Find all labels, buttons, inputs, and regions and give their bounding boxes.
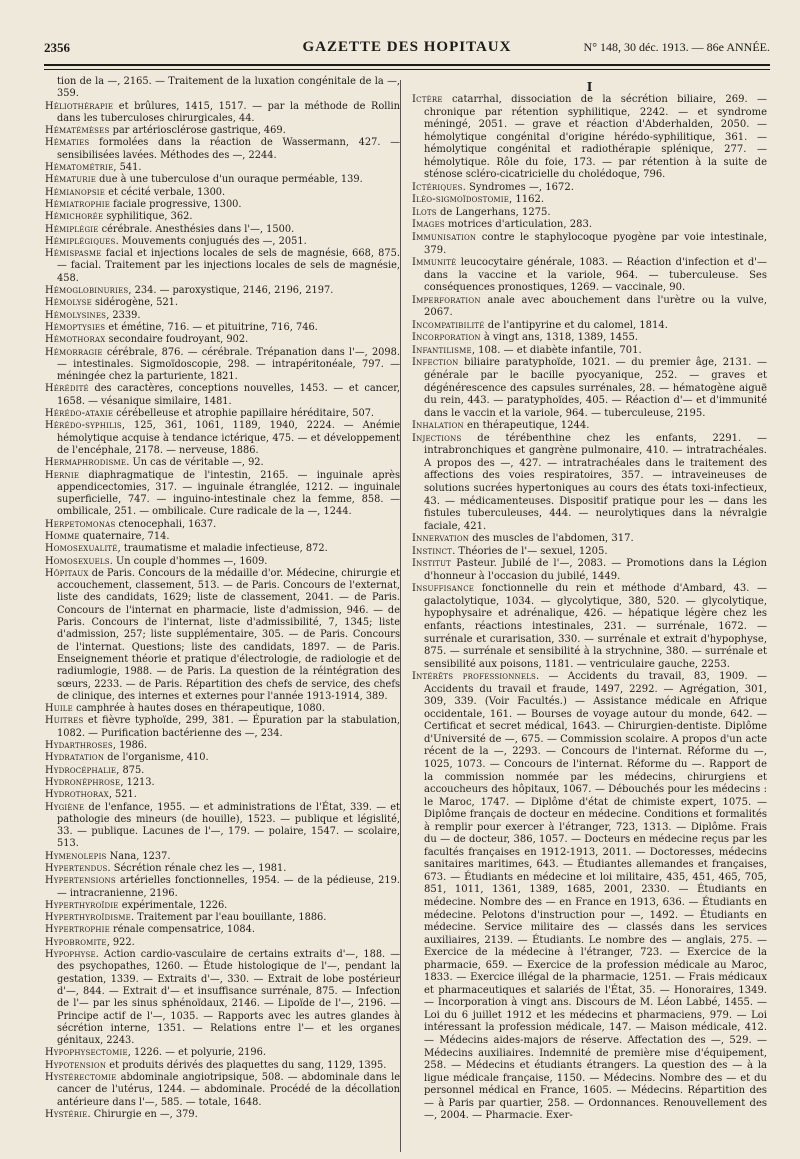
entry-text: ctenocephali, 1637.: [115, 518, 217, 530]
index-entry: [45, 420, 400, 457]
index-entry: [45, 408, 400, 420]
index-entry: [45, 322, 400, 334]
entry-text: leucocytaire générale, 1083. — Réaction d'infection et d'— dans la vaccine et la variole, 964. — tuberculeuse. Ses conséquences pronostiques, 1269. — vaccinale, 90.: [424, 257, 767, 294]
entry-text: due à une tuberculose d'un ouraque perméable, 139.: [96, 174, 363, 186]
header-rule: [44, 64, 770, 66]
index-entry: [45, 556, 400, 568]
index-entry: [45, 310, 400, 322]
entry-headword: Imperforation: [412, 294, 481, 306]
entry-headword: Incompatibilité: [412, 319, 485, 331]
entry-text: fonctionnelle du rein et méthode d'Ambard, 43. — galactolytique, 1034. — glycolytique, 380, 520. — glycolytique, hypophysaire et adrénalique, 426. — hépatique légère chez les enfants, réactions intestinales, 231. — surrénale, 1672. — surrénale et curarisation, 330. — surrénale et extrait d'hypophyse, 875. — surrénale et sensibilité à la strychnine, 380. — surrénale et sensibilité aux poisons, 1181. — ventriculaire gauche, 2253.: [424, 583, 767, 670]
entry-headword: Hypertrophie: [45, 924, 110, 936]
index-entry: [45, 285, 400, 297]
entry-headword: Ictère: [412, 94, 443, 105]
journal-title: GAZETTE DES HOPITAUX: [302, 39, 512, 55]
index-entry: [412, 671, 767, 1123]
entry-headword: Huile: [45, 703, 73, 715]
entry-text: , traumatisme et maladie infectieuse, 872.: [117, 543, 328, 555]
entry-text: quaternaire, 714.: [79, 530, 170, 542]
entry-text: et produits dérivés des plaquettes du sang, 1129, 1395.: [106, 1059, 387, 1071]
entry-headword: Hémolyse: [45, 297, 92, 309]
index-entry: [45, 1047, 400, 1059]
entry-headword: Hémiplégie: [45, 223, 99, 235]
index-entry: [45, 1072, 400, 1109]
index-entry: [412, 357, 767, 420]
entry-text: syphilitique, 362.: [103, 211, 193, 223]
entry-text: motrices d'articulation, 283.: [444, 219, 592, 231]
header-rule-thin: [44, 69, 770, 70]
index-entry: [45, 1060, 400, 1072]
entry-headword: Instinct: [412, 545, 453, 557]
entry-text: expérimentale, 1226.: [118, 899, 228, 911]
entry-text: , 1226. — et polyurie, 2196.: [127, 1047, 266, 1059]
entry-text: , 234. — paroxystique, 2146, 2196, 2197.: [128, 285, 334, 297]
entry-text: . — Accidents du travail, 83, 1909. — Accidents du travail et fraude, 1497, 2292. — Agrégation, 301, 309, 339. (Voir Facultés.) — Assistance médicale en Afrique occidentale, 161. — Bourses de voyage autour du monde, 642. — Certificat et secret médical, 1643. — Chirurgien-dentiste. Diplôme d'Université de —, 675. — Commission scolaire. A propos d'un acte récent de la —, 2293. — Concours de l'internat. Réforme du —, 1025, 1073. — Concours de l'internat. Réforme du —. Rapport de la commission nommée par les médecins, chirurgiens et accoucheurs des hôpitaux, 1067. — Débouchés pour les médecins : le Maroc, 1747. — Diplôme d'état de chimiste expert, 1075. — Diplôme français de docteur en médecine. Conditions et formalités à remplir pour exercer à l'étranger, 723, 1313. — Diplôme. Frais du — de docteur, 386, 1057. — Docteurs en médecine reçus par les facultés françaises en 1912-1913, 2011. — Doctoresses, médecins sanitaires maritimes, 643. — Étudiantes allemandes et françaises, 673. — Étudiants en médecine et loi militaire, 435, 451, 465, 705, 851, 1011, 1361, 1389, 1685, 2001, 2330. — Étudiants en médecine. Nombre des — en France en 1913, 636. — Étudiants en médecine. Pelotons d'instruction pour —, 1492. — Étudiants en médecine. Service militaire des — classés dans les services auxiliaires, 2139. — Étudiants. Le nombre des — anglais, 275. — Exercice de la médecine à l'étranger, 723. — Exercice de la pharmacie, 659. — Exercice de la profession médicale au Maroc, 1833. — Exercice illégal de la pharmacie, 1251. — Frais médicaux et pharmaceutiques et salariés de l'État, 35. — Honoraires, 1349. — Incorporation à vingt ans. Discours de M. Léon Labbé, 1455. — Loi du 6 juillet 1912 et les médecins et pharmaciens, 979. — Loi intéressant la profession médicale, 147. — Maison médicale, 412. — Médecins aides-majors de réserve. Affectation des —, 529. — Médecins auxiliaires. Indemnité de première mise d'équipement, 258. — Médecins et étudiants étrangers. La question des — à la ligue médicale française, 1150. — Médecins. Nombre des — et du personnel médical en France, 1605. — Médecins. Répartition des — à Paris par quartier, 258. — Ordonnances. Renouvellement des —, 2004. — Pharmacie. Exer-: [424, 671, 767, 1122]
entry-text: . Un couple d'hommes —, 1609.: [109, 555, 268, 567]
entry-headword: Hypotension: [45, 1059, 107, 1071]
issue-info: N° 148, 30 déc. 1913. — 86e ANNÉE.: [583, 40, 770, 54]
entry-headword: Huitres: [45, 715, 84, 727]
entry-headword: Hypobromite: [45, 936, 107, 948]
entry-headword: Hérédo-syphilis: [45, 420, 122, 432]
entry-text: . Mouvements conjugués des —, 2051.: [115, 235, 307, 247]
entry-headword: Hémiplégiques: [45, 235, 116, 247]
entry-text: de térébenthine chez les enfants, 2291. — intrabronchiques et gangrène pulmonaire, 410. — intratrachéales. A propos des —, 427. — intratrachéales dans le traitement des affections des voies respiratoires, 357. — intraveineuses de solutions sucrées hypertoniques au cours des états toxi-infectieux, 43. — médicamenteuses. Dispositif pratique pour les — dans les fistules tuberculeuses, 444. — neurolytiques dans la névralgie faciale, 421.: [424, 432, 767, 532]
entry-headword: Hémispasme: [45, 248, 102, 260]
entry-text: de Langerhans, 1275.: [436, 206, 551, 218]
entry-headword: Hydratation: [45, 752, 105, 764]
index-entry: [412, 257, 767, 295]
index-entry: [45, 765, 400, 777]
entry-headword: Homme: [45, 530, 80, 542]
entry-text: faciale progressive, 1300.: [110, 198, 242, 210]
index-entry: [45, 715, 400, 740]
entry-headword: Intérêts professionnels: [412, 671, 537, 683]
entry-headword: Hermaphrodisme: [45, 457, 127, 469]
index-entry: [412, 533, 767, 546]
entry-text: . Sécrétion rénale chez les —, 1981.: [107, 863, 287, 874]
index-entry: [45, 1109, 400, 1121]
index-entry: [45, 531, 400, 543]
entry-text: , 125, 361, 1061, 1189, 1940, 2224. — Anémie hémolytique acquise à tendance ictérique, 475. — et développement de l'encéphale, 2178. — nerveuse, 1886.: [57, 420, 400, 456]
index-entry: [412, 583, 767, 671]
entry-text: , 108. — et diabète infantile, 701.: [471, 344, 642, 356]
entry-headword: Hypophyse: [45, 949, 96, 961]
entry-headword: Hémorragie: [45, 346, 103, 358]
entry-text: . Syndromes —, 1672.: [462, 181, 574, 193]
entry-text: de Paris. Concours de la médaille d'or. Médecine, chirurgie et accouchement, classement, 513. — de Paris. Concours de l'externat, liste des candidats, 1629; liste de classement, 2041. — de Paris. Concours de l'internat en pharmacie, liste d'admission, 946. — de Paris. Concours de l'internat, liste d'admissibilité, 7, 1345; liste d'admission, 257; liste supplémentaire, 305. — de Paris. Concours de l'internat. Questions; liste des candidats, 1897. — de Paris. Enseignement théorie et pratique d'électrologie, de radiologie et de radiumlogie, 1988. — de Paris. La question de la réintégration des sœurs, 2233. — de Paris. Répartition des chefs de service, des chefs de clinique, des internes et externes pour l'année 1913-1914, 389.: [57, 567, 400, 702]
entry-text: secondaire foudroyant, 902.: [105, 334, 249, 346]
entry-headword: Hypertendus: [45, 863, 108, 874]
entry-text: sidérogène, 521.: [91, 297, 179, 309]
entry-text: des muscles de l'abdomen, 317.: [469, 533, 634, 545]
entry-text: Nana, 1237.: [106, 850, 171, 862]
entry-text: , 541.: [113, 162, 142, 174]
entry-headword: Insuffisance: [412, 583, 475, 595]
index-entry: [45, 248, 400, 285]
entry-headword: Hémoptysies: [45, 321, 106, 333]
entry-text: et cécité verbale, 1300.: [105, 186, 226, 198]
entry-headword: Homosexualité: [45, 543, 118, 555]
index-entry: [45, 937, 400, 949]
entry-text: , 1162.: [509, 194, 545, 206]
entry-headword: Héliothérapie: [45, 100, 114, 112]
entry-text: tion de la —, 2165. — Traitement de la luxation congénitale de la —, 359.: [57, 76, 400, 100]
entry-headword: Hémothorax: [45, 334, 106, 346]
index-entry: [45, 199, 400, 211]
index-entry: [412, 194, 767, 207]
entry-headword: Hématies: [45, 137, 90, 149]
entry-text: en thérapeutique, 1244.: [463, 420, 590, 432]
entry-text: , 521.: [108, 789, 137, 801]
entry-headword: Hydronéphrose: [45, 776, 121, 788]
entry-text: cérébrale. Anesthésies dans l'—, 1500.: [98, 223, 295, 235]
entry-text: , 1986.: [112, 740, 148, 752]
index-entry: [412, 94, 767, 182]
index-entry: [412, 232, 767, 257]
entry-text: Pasteur. Jubilé de l'—, 2083. — Promotions dans la Légion d'honneur à l'occasion du jubilé, 1449.: [424, 558, 767, 582]
index-entry: [45, 949, 400, 1047]
entry-headword: Hystérie: [45, 1108, 88, 1120]
index-entry: [45, 137, 400, 162]
index-entry: [45, 187, 400, 199]
entry-headword: Incorporation: [412, 332, 481, 344]
entry-text: de l'enfance, 1955. — et administrations de l'État, 339. — et pathologie des mineurs (de houille), 1523. — publique et législité, 33. — publique. Lacunes de l'—, 179. — polaire, 1547. — scolaire, 513.: [57, 801, 400, 850]
index-entry: [45, 174, 400, 186]
index-entry: [412, 207, 767, 220]
index-entry: [412, 433, 767, 533]
index-entry: [45, 470, 400, 519]
entry-headword: Hyperthyroïdie: [45, 899, 119, 911]
index-entry: [45, 519, 400, 531]
entry-headword: Iléo-sigmoïdostomie: [412, 194, 510, 206]
index-entry: [45, 543, 400, 555]
entry-headword: Hydarthroses: [45, 740, 113, 752]
entry-text: biliaire paratyphoïde, 1021. — du premier âge, 2131. — générale par le bacille pyocyanique, 252. — graves et dégénérescence des capsules surrénales, 28. — hématogène aiguë du rein, 443. — paratyphoïdes, 405. — Réaction d'— et d'immunité dans le vaccin et la variole, 964. — tuberculeuse, 2195.: [424, 357, 767, 419]
index-entry: [45, 851, 400, 863]
entry-headword: Immunité: [412, 257, 457, 269]
entry-headword: Immunisation: [412, 232, 477, 244]
entry-headword: Homosexuels: [45, 555, 110, 567]
index-entry: [45, 125, 400, 137]
entry-text: et émétine, 716. — et pituitrine, 716, 746.: [105, 321, 318, 333]
index-entry: [45, 568, 400, 703]
entry-text: à vingt ans, 1318, 1389, 1455.: [480, 332, 639, 344]
entry-headword: Hystérectomie: [45, 1072, 117, 1084]
index-entry: [45, 297, 400, 309]
column-divider: [400, 80, 401, 1152]
entry-headword: Institut: [412, 558, 452, 570]
index-entry: [45, 383, 400, 408]
index-entry: [412, 219, 767, 232]
entry-headword: Hémiatrophie: [45, 198, 111, 210]
entry-text: , 1213.: [120, 776, 155, 788]
entry-text: de l'antipyrine et du calomel, 1814.: [484, 319, 668, 331]
index-entry: [45, 211, 400, 223]
index-entry: [45, 457, 400, 469]
entry-headword: Images: [412, 219, 445, 231]
entry-text: . Théories de l'— sexuel, 1205.: [452, 545, 608, 557]
index-entry: [45, 740, 400, 752]
page-number: 2356: [44, 40, 70, 55]
entry-headword: Infection: [412, 357, 459, 369]
entry-text: formolées dans la réaction de Wassermann, 427. — sensibilisées lavées. Méthodes des —, 2244.: [57, 137, 400, 161]
entry-headword: Hématurie: [45, 174, 97, 186]
entry-headword: Herpetomonas: [45, 518, 116, 530]
entry-headword: Hyperthyroïdisme: [45, 912, 131, 924]
entry-text: artérielles fonctionnelles, 1954. — de la pédieuse, 219. — intracranienne, 2196.: [57, 875, 400, 899]
entry-headword: Hymenolepis: [45, 850, 107, 862]
index-entry: [45, 875, 400, 900]
entry-text: , 922.: [106, 936, 135, 948]
entry-headword: Hématométrie: [45, 162, 114, 174]
index-entry: [412, 295, 767, 320]
index-entry: [45, 334, 400, 346]
index-entry: [45, 752, 400, 764]
entry-headword: Innervation: [412, 533, 470, 545]
entry-headword: Hémoglobinuries: [45, 285, 129, 297]
entry-text: anale avec abouchement dans l'urètre ou la vulve, 2067.: [424, 294, 767, 319]
entry-headword: Hérédo-ataxie: [45, 408, 114, 420]
index-entry: [45, 789, 400, 801]
section-letter: I: [586, 80, 593, 94]
page-header: [44, 34, 770, 60]
entry-headword: Hémolysines: [45, 309, 107, 321]
entry-headword: Inhalation: [412, 420, 464, 432]
index-entry: [412, 320, 767, 333]
index-entry: [45, 924, 400, 936]
entry-headword: Infantilisme: [412, 344, 472, 356]
entry-text: camphrée à hautes doses en thérapeutique, 1080.: [72, 703, 325, 715]
index-entry: [412, 345, 767, 358]
entry-headword: Hérédité: [45, 383, 89, 395]
entry-text: des caractères, conceptions nouvelles, 1453. — et cancer, 1658. — vésanique similaire, 1481.: [57, 383, 400, 407]
index-entry: [45, 347, 400, 384]
entry-headword: Hydrothorax: [45, 789, 109, 801]
index-entry: [45, 777, 400, 789]
entry-text: de l'organisme, 410.: [104, 752, 209, 764]
index-entry: [45, 863, 400, 875]
left-column: [45, 76, 400, 1121]
entry-headword: Injections: [412, 432, 462, 444]
index-entry: [45, 900, 400, 912]
entry-text: catarrhal, dissociation de la sécrétion biliaire, 269. — chronique par rétention syphilitique, 2242. — et syndrome méningé, 2051. — grave et réaction d'Abderhalden, 2050. — hémolytique congénital d'origine hérédo-syphilitique, 361. — hémolytique congénital et radiothérapie splénique, 277. — hémolytique. Rôle du foie, 173. — par rétention à la suite de sténose scléro-cicatricielle du cholédoque, 796.: [424, 94, 767, 181]
entry-headword: Hémianopsie: [45, 186, 106, 198]
index-entry: [45, 703, 400, 715]
index-entry: [45, 802, 400, 851]
entry-text: et fièvre typhoïde, 299, 381. — Épuration par la stabulation, 1082. — Purification bactérienne des —, 234.: [57, 715, 400, 739]
index-entry: [412, 558, 767, 583]
index-entry: [45, 912, 400, 924]
entry-headword: Hémichorée: [45, 211, 104, 223]
index-entry: [45, 162, 400, 174]
entry-text: facial et injections locales de sels de magnésie, 668, 875. — facial. Traitement par les injections locales de sels de magnésie, 458.: [57, 248, 400, 284]
entry-text: contre le staphylocoque pyogène par voie intestinale, 379.: [424, 232, 767, 256]
entry-text: par artériosclérose gastrique, 469.: [109, 125, 286, 137]
entry-text: cérébelleuse et atrophie papillaire héréditaire, 507.: [113, 408, 375, 420]
entry-text: diaphragmatique de l'intestin, 2165. — inguinale après appendicectomies, 317. — inguinale étranglée, 1212. — inguinale superficielle, 747. — inguino-intestinale chez la femme, 858. — ombilicale, 251. — ombilicale. Cure radicale de la —, 1244.: [57, 469, 400, 518]
entry-headword: Hématémèses: [45, 125, 110, 137]
entry-text: . Chirurgie en —, 379.: [87, 1108, 198, 1120]
index-entry: [412, 182, 767, 195]
entry-headword: Ilots: [412, 206, 437, 218]
entry-headword: Hygiène: [45, 801, 85, 813]
index-entry: [412, 420, 767, 433]
index-entry: [45, 76, 400, 101]
entry-text: , 2339.: [106, 309, 141, 321]
index-entry: [45, 236, 400, 248]
index-entry: [412, 332, 767, 345]
entry-headword: Hydrocéphalie: [45, 764, 117, 776]
entry-headword: Hernie: [45, 469, 80, 481]
entry-headword: Hypophysectomie: [45, 1047, 128, 1059]
index-entry: [45, 101, 400, 126]
index-entry: [412, 546, 767, 559]
entry-text: cérébrale, 876. — cérébrale. Trépanation dans l'—, 2098. — intestinales. Sigmoïdoscopie, 298. — intrapéritonéale, 797. — méningée chez la parturiente, 1821.: [57, 346, 400, 383]
entry-headword: Hypertensions: [45, 875, 116, 887]
entry-headword: Ictériques: [412, 181, 463, 193]
entry-headword: Hôpitaux: [45, 567, 89, 579]
right-column: [412, 94, 767, 1123]
index-entry: [45, 224, 400, 236]
entry-text: . Action cardio-vasculaire de certains extraits d'—, 188. — des psychopathes, 1260. — Étude histologique de l'—, pendant la gestation, 1339. — Extraits d'—, 330. — Extrait de lobe postérieur d'—, 844. — Extrait d'— et insuffisance surrénale, 875. — Infection de l'— par les sinus sphénoïdaux, 2146. — Lipoïde de l'—, 2196. — Principe actif de l'—, 1035. — Rapports avec les autres glandes à sécrétion interne, 1351. — Relations entre l'— et les organes génitaux, 2243.: [57, 949, 400, 1047]
entry-text: . Traitement par l'eau bouillante, 1886.: [130, 912, 327, 924]
entry-text: rénale compensatrice, 1084.: [109, 924, 255, 936]
entry-text: , 875.: [116, 764, 145, 776]
entry-text: et brûlures, 1415, 1517. — par la méthode de Rollin dans les tuberculoses chirurgicales, 44.: [57, 100, 400, 124]
entry-text: . Un cas de véritable —, 92.: [126, 457, 264, 469]
entry-text: abdominale angiotripsique, 508. — abdominale dans le cancer de l'utérus, 1244. — abdominale. Procédé de la décollation antérieure dans l'—, 585. — totale, 1648.: [57, 1072, 400, 1108]
